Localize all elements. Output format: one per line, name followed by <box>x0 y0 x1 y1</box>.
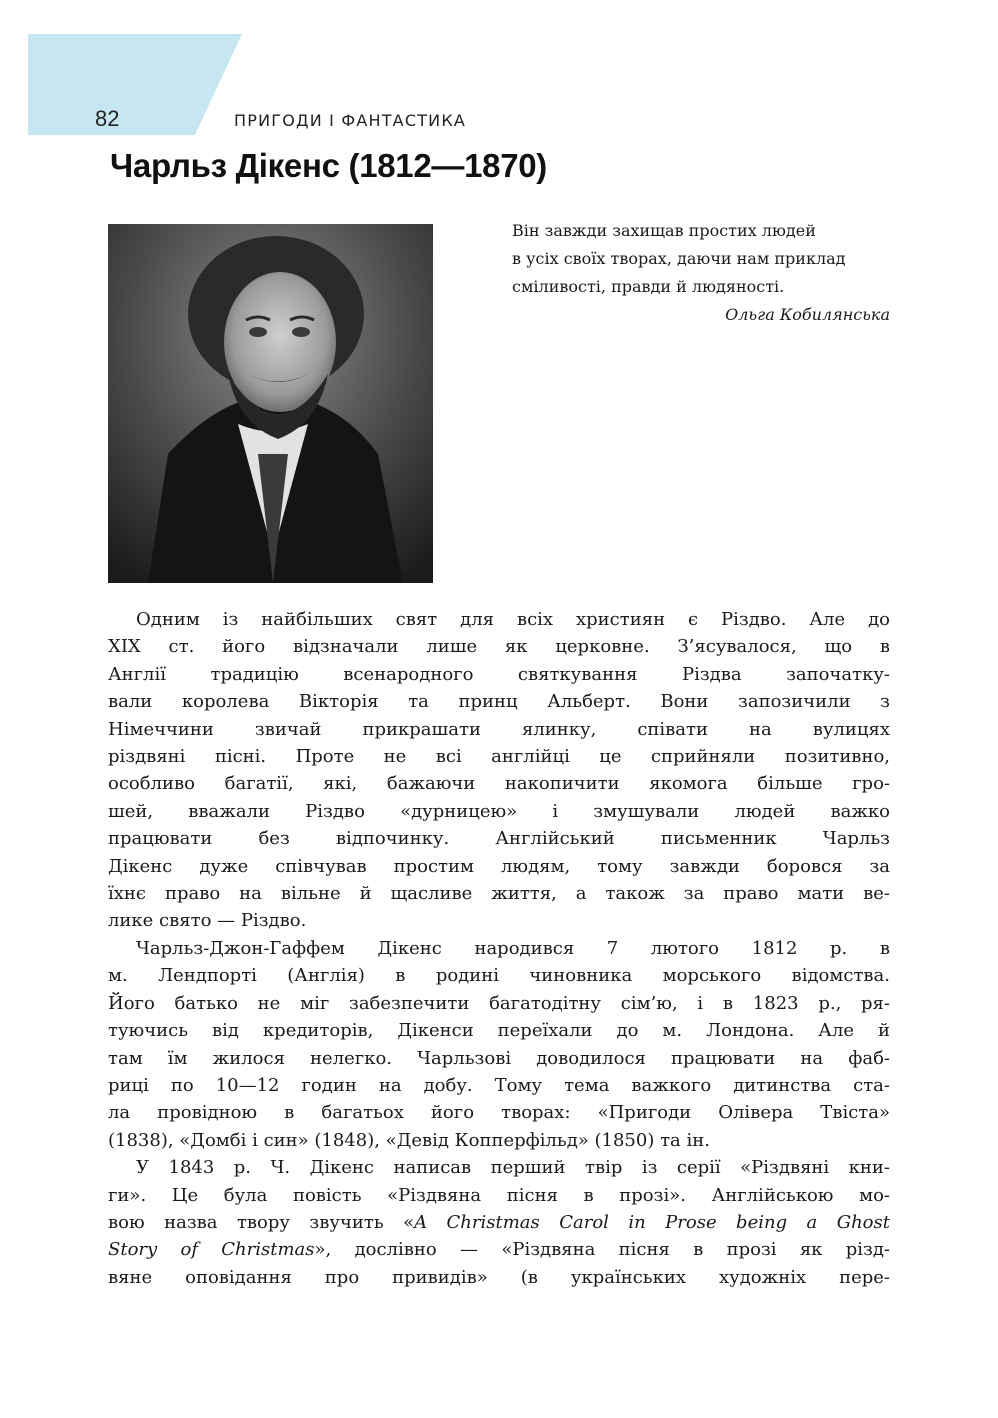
text-line: ла провідною в багатьох його творах: «Пригоди Олівера Твіста» <box>108 1102 890 1124</box>
text-line: У 1843 р. Ч. Дікенс написав перший твір із серії «Різдвяні кни- <box>136 1157 890 1179</box>
text-fragment: », дослівно — «Різдвяна пісня в прозі як різд- <box>314 1239 890 1261</box>
text-line: різдвяні пісні. Проте не всі англійці це сприйняли позитивно, <box>108 746 890 768</box>
text-line <box>108 1236 890 1263</box>
text-line: м. Лендпорті (Англія) в родині чиновника морського відомства. <box>108 965 890 987</box>
chapter-title: Чарльз Дікенс (1812—1870) <box>110 147 548 184</box>
text-line: шей, вважали Різдво «дурницею» і змушували людей важко <box>108 800 890 822</box>
epigraph <box>512 217 890 329</box>
book-title-original: Story of Christmas <box>108 1239 315 1261</box>
book-title-original: A Christmas Carol in Prose being a Ghost <box>414 1211 890 1233</box>
text-line: лике свято — Різдво. <box>108 910 307 932</box>
paragraph-2 <box>108 935 890 1154</box>
epigraph-line: сміливості, правди й людяності. <box>512 277 785 296</box>
text-line: ги». Це була повість «Різдвяна пісня в прозі». Англійською мо- <box>108 1184 890 1206</box>
header-accent-tab <box>28 34 242 135</box>
text-line: XIX ст. його відзначали лише як церковне. З’ясувалося, що в <box>108 636 890 658</box>
text-line: Німеччини звичай прикрашати ялинку, співати на вулицях <box>108 718 890 740</box>
text-line: особливо багатії, які, бажаючи накопичити якомога більше гро- <box>108 773 890 795</box>
text-line: працювати без відпочинку. Англійський письменник Чарльз <box>108 828 890 850</box>
text-line: (1838), «Домбі і син» (1848), «Девід Копперфільд» (1850) та ін. <box>108 1129 710 1151</box>
epigraph-line: в усіх своїх творах, даючи нам приклад <box>512 249 846 268</box>
body-text <box>108 606 890 1291</box>
author-portrait <box>108 224 433 583</box>
text-line: риці по 10—12 годин на добу. Тому тема важкого дитинства ста- <box>108 1074 890 1096</box>
paragraph-1 <box>108 606 890 935</box>
text-line: їхнє право на вільне й щасливе життя, а також за право мати ве- <box>108 883 890 905</box>
text-line: там їм жилося нелегко. Чарльзові доводилося працювати на фаб- <box>108 1047 890 1069</box>
running-head: ПРИГОДИ І ФАНТАСТИКА <box>234 111 467 130</box>
epigraph-author: Ольга Кобилянська <box>725 305 890 324</box>
epigraph-line: Він завжди захищав простих людей <box>512 221 816 240</box>
text-line: туючись від кредиторів, Дікенси переїхали до м. Лондона. Але й <box>108 1020 890 1042</box>
text-line: Чарльз-Джон-Гаффем Дікенс народився 7 лютого 1812 р. в <box>136 937 890 959</box>
text-line: Англії традицію всенародного святкування Різдва започатку- <box>108 663 890 685</box>
portrait-image <box>108 224 433 583</box>
text-fragment: вою назва твору звучить « <box>108 1211 415 1233</box>
text-line <box>108 1209 890 1236</box>
text-line: Його батько не міг забезпечити багатодітну сім’ю, і в 1823 р., ря- <box>108 992 890 1014</box>
text-line: вали королева Вікторія та принц Альберт. Вони запозичили з <box>108 691 890 713</box>
page-number: 82 <box>95 106 120 131</box>
text-line: Одним із найбільших свят для всіх християн є Різдво. Але до <box>136 609 890 630</box>
paragraph-3 <box>108 1154 890 1291</box>
text-line: вяне оповідання про привидів» (в українських художніх пере- <box>108 1266 890 1288</box>
text-line: Дікенс дуже співчував простим людям, тому завжди боровся за <box>108 855 890 877</box>
